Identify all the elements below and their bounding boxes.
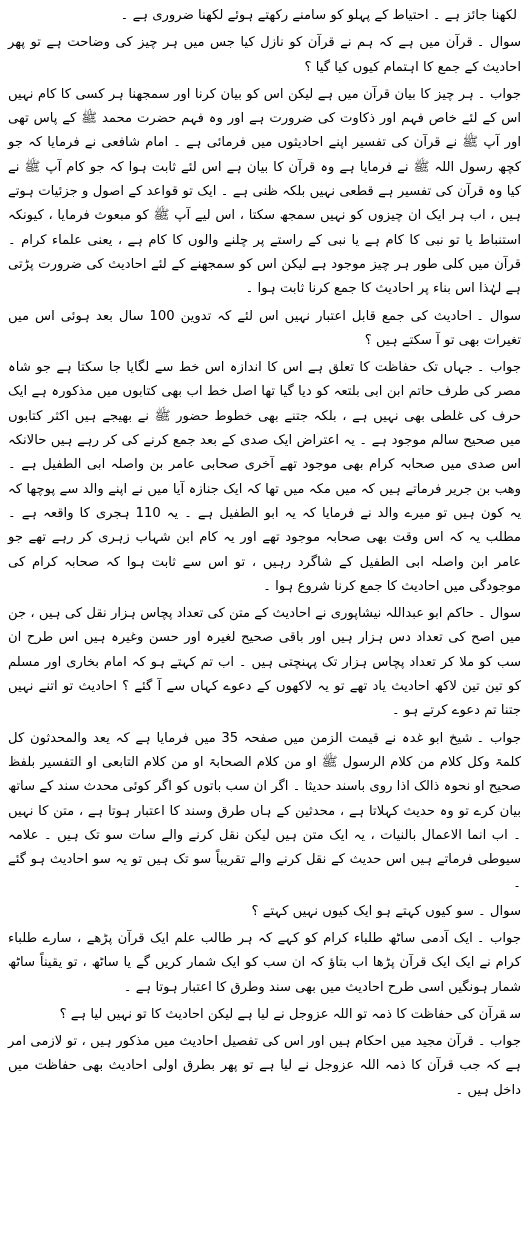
question-4: [8, 900, 521, 924]
answer-3: [8, 727, 521, 897]
question-text: سو کیوں کہتے ہو ایک کیوں نہیں کہتے ؟: [251, 903, 474, 919]
question-label: سوال ۔: [477, 903, 521, 919]
question-5: [8, 1003, 521, 1027]
question-label: سوال ۔: [476, 35, 521, 51]
answer-text: جہاں تک حفاظت کا تعلق ہے اس کا اندازہ اس خط سے لگایا جا سکتا ہے جو شاہ مصر کی طرف حاتم ابن ابی بلتعہ کو دیا گیا تھا اصل خط اب بھی کتابوں میں مذکورہ ہے ایک حرف کی غلطی بھی نہیں ہے ، بلکہ جتنے بھی خطوط حضور ﷺ نے بھیجے ہیں اکثر کتابوں میں صحیح سالم موجود ہے ۔ یہ اعتراض ایک صدی کے بعد جمع کرنے کی کر رہے ہیں حالانکہ اس صدی میں صحابہ کرام بھی موجود تھے آخری صحابی عامر بن واصلہ ابی الطفیل ہے ۔ وھب بن جریر فرماتے ہیں کہ میں مکہ میں تھا کہ ایک جنازہ آیا میں نے اپنے والد سے پوچھا کہ یہ کون ہیں تو میرے والد نے فرمایا کہ یہ ابو الطفیل ہے ۔ یہ 110 ہجری کا واقعہ ہے ۔ مطلب یہ کہ اس وقت بھی صحابہ موجود تھے اور یہ کام ابن شہاب زہری کر رہے تھے جو عامر ابن واصلہ ابی الطفیل کے شاگرد رہیں ، تو اس سے ثابت ہوا کہ صحابہ کرام کی موجودگی میں احادیث کا جمع کرنا شروع ہوا ۔: [8, 360, 521, 594]
answer-2: [8, 356, 521, 599]
answer-5: [8, 1030, 521, 1103]
answer-text: ہر چیز کا بیان قرآن میں ہے لیکن اس کو بیان کرنا اور سمجھنا ہر کسی کا کام نہیں اس کے لئے خاص فہم اور ذکاوت کی ضرورت ہے اور وہ فہم حضرت محمد ﷺ کے پاس تھی اور آپ ﷺ نے قرآن کی تفسیر اپنے احادیثوں میں فرمائی ہے ۔ امام شافعی نے فرمایا کہ جو کچھ رسول اللہ ﷺ نے فرمایا ہے وہ قرآن کا بیان ہے اس لئے ثابت ہوا کہ جو کام آپ ﷺ نے کیا وہ قرآن کی تفسیر ہے قطعی نہیں بلکہ ظنی ہے ۔ ایک تو قواعد کے اصول و جزئیات ہوتے ہیں ، اب ہر ایک ان چیزوں کو نہیں سمجھ سکتا ، اس لیے آپ ﷺ کو مبعوث فرمایا ، کیونکہ استنباط یا تو نبی کا کام ہے یا نبی کے راستے پر چلنے والوں کا کام ہے ، یعنی علماء کرام ۔ قرآن میں کلی طور ہر چیز موجود ہے لیکن اس کو سمجھنے کے لئے احادیث کی ضرورت پڑتی ہے لہٰذا اس بناء پر احادیث کا جمع کرنا ثابت ہوا ۔: [8, 86, 521, 297]
answer-1: [8, 83, 521, 302]
answer-label: جواب ۔: [476, 360, 521, 376]
question-text: قرآن میں ہے کہ ہم نے قرآن کو نازل کیا جس میں ہر چیز کی وضاحت ہے تو پھر احادیث کے جمع کا اہتمام کیوں کیا گیا ؟: [8, 35, 521, 75]
answer-label: جواب ۔: [477, 1034, 521, 1050]
question-label: سوال ۔: [477, 606, 522, 622]
answer-label: جواب ۔: [477, 86, 521, 102]
answer-4: [8, 927, 521, 1000]
question-1: [8, 31, 521, 80]
question-label: س: [509, 1006, 521, 1022]
question-text: احادیث کی جمع قابل اعتبار نہیں اس لئے کہ تدوین 100 سال بعد ہوئی اس میں تغیرات بھی تو آ سکتے ہیں ؟: [8, 308, 521, 348]
answer-text: قرآن مجید میں احکام ہیں اور اس کی تفصیل احادیث میں مذکور ہیں ، تو لازمی امر ہے کہ جب قرآن کا ذمہ اللہ عزوجل نے لیا ہے تو پھر بطرق اولی احادیث بھی حفاظت میں داخل ہیں ۔: [8, 1034, 521, 1098]
answer-label: جواب ۔: [476, 930, 521, 946]
question-3: [8, 602, 521, 723]
paragraph-text: لکھنا جائز ہے ۔ احتیاط کے پہلو کو سامنے رکھتے ہوئے لکھنا ضروری ہے ۔: [120, 8, 517, 23]
question-text: قرآن کی حفاظت کا ذمہ تو اللہ عزوجل نے لیا ہے لیکن احادیث کا تو نہیں لیا ہے ؟: [59, 1006, 506, 1022]
question-2: [8, 305, 521, 354]
question-text: حاکم ابو عبداللہ نیشاپوری نے احادیث کے متن کی تعداد پچاس ہزار نقل کی ہیں ، جن میں اصح کی تعداد دس ہزار ہیں اور باقی صحیح لغیرہ اور حسن وغیرہ ہیں اس طرح ان سب کو ملا کر تعداد پچاس ہزار تک پہنچتی ہیں ۔ اب تم کہتے ہو کہ امام بخاری اور مسلم کو تین تین لاکھ احادیث یاد تھے تو یہ لاکھوں کے دعوے کہاں سے آ گئے ؟ احادیث تو اتنے نہیں جتنا تم دعوے کرتے ہو ۔: [8, 606, 521, 719]
question-label: سوال ۔: [476, 308, 522, 324]
answer-text: شیخ ابو غدہ نے قیمت الزمن میں صفحہ 35 میں فرمایا ہے کہ یعد والمحدثون کل کلمۃ وکل کلام من کلام الرسول ﷺ او من کلام الصحابۃ او من کلام التابعی او التفسیر بلفظ صحیح او نحوہ ذالک اذا روی باسند حدیثا ۔ اگر ان سب باتوں کو اگر کوئی محدث سند کے ساتھ بیان کرے تو وہ حدیث کہلاتا ہے ، محدثین کے ہاں طرق وسند کا اعتبار ہوتا ہے ، متن کا نہیں ۔ اب انما الاعمال بالنیات ، یہ ایک متن ہیں لیکن نقل کرنے والے سات سو تک ہیں ۔ علامہ سیوطی فرماتے ہیں اس حدیث کے نقل کرنے والے تقریباً سو تک ہیں تو یہ سو احادیث ہو گئے ۔: [8, 730, 521, 892]
answer-label: جواب ۔: [476, 730, 522, 746]
paragraph-1: [8, 4, 521, 28]
answer-text: ایک آدمی ساٹھ طلباء کرام کو کہے کہ ہر طالب علم ایک قرآن پڑھے ، سارے طلباء کرام نے ایک ایک قرآن پڑھا اب بتاؤ کہ ان سب کو ایک شمار کریں گے یا ساٹھ ، تو یقیناً ساٹھ شمار ہونگیں اسی طرح احادیث میں بھی سند وطرق کا اعتبار ہوتا ہے ۔: [8, 930, 521, 995]
